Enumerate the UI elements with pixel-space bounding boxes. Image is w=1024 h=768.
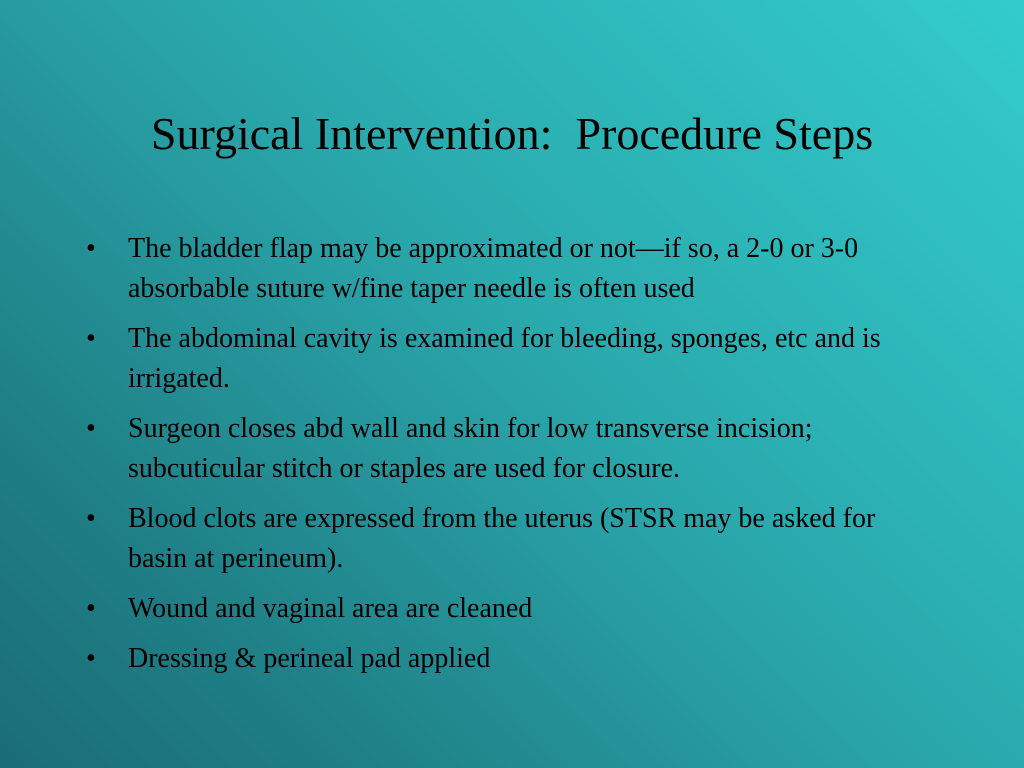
bullet-text: Wound and vaginal area are cleaned xyxy=(128,593,533,624)
slide-title: Surgical Intervention: Procedure Steps xyxy=(150,108,874,159)
bullet-dot-icon: • xyxy=(86,323,96,354)
bullet-item xyxy=(84,229,944,309)
bullet-text: Blood clots are expressed from the uterus (STSR may be asked for basin at perineum). xyxy=(128,503,876,574)
bullet-text: The abdominal cavity is examined for bleeding, sponges, etc and is irrigated. xyxy=(128,323,881,394)
bullet-item xyxy=(84,499,944,579)
bullet-item xyxy=(84,319,944,399)
bullet-item xyxy=(84,589,944,629)
bullet-dot-icon: • xyxy=(86,593,96,624)
bullet-dot-icon: • xyxy=(86,643,96,674)
bullet-text: The bladder flap may be approximated or not—if so, a 2-0 or 3-0 absorbable suture w/fine taper needle is often used xyxy=(128,233,859,304)
bullet-item xyxy=(84,639,944,679)
bullet-dot-icon: • xyxy=(86,503,96,534)
bullet-text: Surgeon closes abd wall and skin for low transverse incision; subcuticular stitch or staples are used for closure. xyxy=(128,413,813,484)
bullet-item xyxy=(84,409,944,489)
bullet-text: Dressing & perineal pad applied xyxy=(128,643,491,674)
bullet-list xyxy=(84,229,944,689)
bullet-dot-icon: • xyxy=(86,233,96,264)
bullet-dot-icon: • xyxy=(86,413,96,444)
